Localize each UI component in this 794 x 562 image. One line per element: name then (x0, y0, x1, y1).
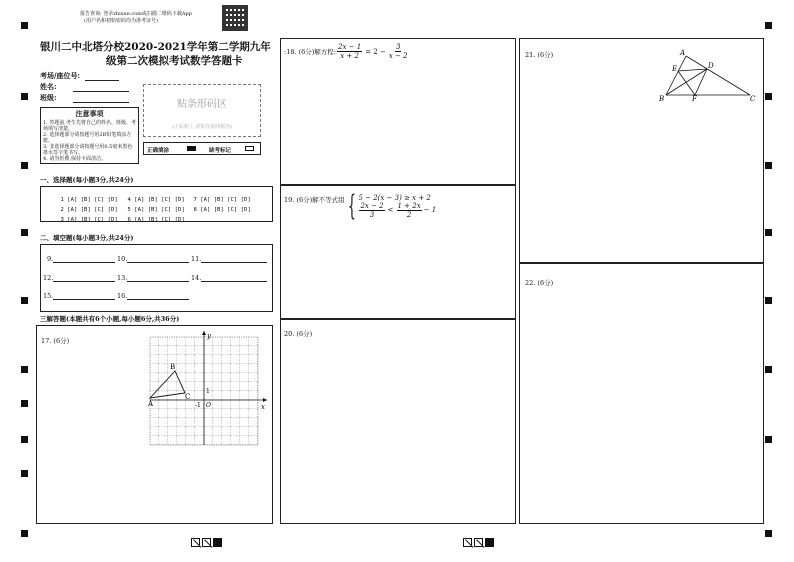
point-b-label: B (659, 95, 665, 102)
choice-item[interactable]: 4 [A] [B] [C] [D] (127, 197, 185, 203)
origin-label: O (206, 402, 211, 409)
page-title-line1: 银川二中北塔分校2020-2021学年第二学期九年 (40, 41, 271, 53)
q17-answer-box[interactable] (36, 325, 273, 524)
point-c-label: C (750, 95, 756, 102)
point-e-label: E (672, 65, 678, 73)
name-label: 姓名: (40, 82, 57, 91)
page-title-line2: 级第二次模拟考试数学答题卡 (106, 55, 243, 67)
choice-item[interactable]: 5 [A] [B] [C] [D] (127, 207, 185, 213)
page-marks-left (191, 532, 224, 551)
choice-grid (40, 186, 273, 222)
q21-label: 21. (6分) (525, 51, 554, 59)
choice-item[interactable]: 6 [A] [B] [C] [D] (127, 217, 185, 223)
page-mark-slashed (191, 538, 200, 547)
correct-fill-label: 正确填涂 (147, 148, 170, 154)
blank-number: 15. (43, 292, 54, 300)
timing-mark (765, 93, 772, 100)
barcode-area[interactable] (143, 84, 261, 137)
y-axis-label: y (207, 332, 211, 340)
point-c-label: C (185, 393, 191, 401)
section2-title: 二、填空题(每小题3分,共24分) (40, 234, 134, 242)
point-f-label: F (692, 95, 697, 102)
blank-14[interactable] (191, 274, 267, 282)
blank-number: 12. (43, 274, 54, 282)
q19-tail: − 1 (423, 206, 437, 214)
notice-item: 4. 请勿折叠,保持卡面清洁。 (43, 156, 106, 162)
timing-mark (21, 162, 28, 169)
one-label: 1 (206, 388, 210, 395)
q22-answer-box[interactable] (519, 263, 764, 524)
q18-equation (284, 43, 409, 60)
q19-inequality-system (284, 189, 437, 222)
notice-item: 2. 选择题部分请按题号用2B铅笔填涂方框。 (43, 132, 132, 144)
choice-item[interactable]: 3 [A] [B] [C] [D] (60, 217, 118, 223)
timing-mark (765, 436, 772, 443)
seat-number-field[interactable] (40, 71, 119, 81)
report-query-note: (用户名和初始密码均为准考证号) (84, 18, 158, 24)
corner-mark (765, 530, 772, 537)
blank-box (40, 244, 273, 312)
timing-mark (21, 400, 28, 407)
x-axis-label: x (261, 403, 265, 411)
barcode-note: (正面朝上,请贴在虚线框内) (171, 124, 233, 130)
page-mark-filled (213, 538, 222, 547)
point-d-label: D (708, 62, 714, 70)
seat-number-line (85, 80, 119, 81)
class-field[interactable] (40, 93, 129, 103)
corner-mark (765, 22, 772, 29)
q19-label: 19. (6分)解不等式组 (284, 195, 345, 204)
page-marks-right (463, 532, 496, 551)
choice-item[interactable]: 1 [A] [B] [C] [D] (60, 197, 118, 203)
q18-equals: = 2 − (365, 47, 386, 56)
barcode-label: 贴条形码区 (177, 99, 227, 110)
timing-mark (21, 436, 28, 443)
q21-triangle-figure (658, 47, 758, 102)
q18-rhs-fraction (389, 43, 408, 60)
blank-line (53, 281, 115, 282)
section1-title: 一、选择题(每小题3分,共24分) (40, 176, 134, 184)
notice-title: 注意事项 (75, 109, 104, 118)
timing-mark (765, 297, 772, 304)
section3-title: 三解答题(本题共有6个小题,每小题6分,共36分) (40, 315, 180, 323)
blank-line (201, 262, 267, 263)
blank-number: 10. (117, 255, 128, 263)
q19-answer-box[interactable] (280, 185, 516, 319)
class-label: 班级: (40, 93, 57, 102)
q18-lhs-numerator: 2x − 1 (338, 43, 362, 51)
timing-mark (765, 366, 772, 373)
corner-mark (21, 530, 28, 537)
q18-rhs-numerator: 3 (395, 43, 401, 51)
choice-item[interactable]: 7 [A] [B] [C] [D] (193, 197, 251, 203)
page-mark-slashed (202, 538, 211, 547)
choice-item[interactable]: 2 [A] [B] [C] [D] (60, 207, 118, 213)
name-field[interactable] (40, 82, 129, 92)
name-line (73, 91, 129, 92)
q19-less-than: < (387, 206, 394, 214)
point-a-label: A (680, 49, 686, 57)
blank-line (53, 262, 115, 263)
timing-mark (21, 93, 28, 100)
timing-mark (21, 297, 28, 304)
q18-answer-box[interactable] (280, 38, 516, 185)
blank-13[interactable] (117, 274, 189, 282)
q19-lhs-numerator: 2x − 2 (360, 201, 384, 210)
seat-number-label: 考场/座位号: (40, 71, 81, 80)
timing-mark (21, 470, 28, 477)
q18-label: :18. (6分)解方程: (284, 48, 336, 56)
blank-number: 9. (47, 255, 54, 263)
absent-mark-label: 缺考标记 (209, 148, 232, 154)
q20-label: 20. (6分) (284, 330, 313, 338)
page-mark-filled (485, 538, 494, 547)
timing-mark (21, 229, 28, 236)
point-a-label: A (148, 400, 154, 408)
q19-brace: { (347, 189, 356, 222)
point-b-label: B (170, 363, 176, 371)
choice-row (114, 211, 185, 229)
qr-code (222, 5, 248, 31)
q19-inequalities (358, 194, 436, 219)
blank-number: 13. (117, 274, 128, 282)
q20-answer-box[interactable] (280, 319, 516, 524)
page-mark-slashed (463, 538, 472, 547)
q18-lhs-fraction (337, 43, 362, 60)
q19-inequality-1: 5 − 2(x − 3) ≥ x + 2 (358, 193, 431, 202)
blank-10[interactable] (117, 255, 189, 263)
notice-item: 1. 答题前,考生先将自己的姓名、班级、考场填写清楚。 (43, 120, 136, 132)
notice-item: 3. 非选择题部分请按题号用0.5毫米黑色墨水签字笔书写。 (43, 144, 133, 156)
blank-12[interactable] (43, 274, 115, 282)
blank-line (53, 299, 115, 300)
blank-11[interactable] (191, 255, 267, 263)
fill-legend (143, 142, 261, 155)
blank-line (201, 281, 267, 282)
notice-box (40, 107, 139, 164)
blank-line (127, 262, 189, 263)
q21-answer-box[interactable] (519, 38, 764, 263)
absent-mark-box[interactable] (245, 146, 254, 151)
blank-line (127, 299, 189, 300)
blank-15[interactable] (43, 292, 115, 300)
choice-row (180, 201, 251, 219)
blank-line (127, 281, 189, 282)
timing-mark (765, 162, 772, 169)
blank-16[interactable] (117, 292, 189, 300)
q19-rhs-denominator: 2 (406, 210, 412, 219)
q19-inequality-2 (358, 202, 436, 219)
choice-item[interactable]: 8 [A] [B] [C] [D] (193, 207, 251, 213)
q22-label: 22. (6分) (525, 279, 554, 287)
timing-mark (21, 366, 28, 373)
blank-number: 14. (191, 274, 202, 282)
q17-label: 17. (6分) (41, 337, 70, 345)
neg-one-label: -1 (195, 402, 201, 409)
page-mark-slashed (474, 538, 483, 547)
blank-number: 11. (191, 255, 202, 263)
report-query-text: 报告查询: 登录zhixue.com或扫描二维码下载App (80, 11, 192, 17)
timing-mark (765, 229, 772, 236)
q18-rhs-denominator: x − 2 (388, 52, 408, 60)
correct-fill-sample (187, 146, 196, 151)
choice-row (47, 211, 118, 229)
q18-lhs-denominator: x + 2 (340, 52, 359, 60)
q17-coordinate-grid (147, 331, 277, 451)
q19-lhs-denominator: 3 (369, 210, 375, 219)
corner-mark (21, 22, 28, 29)
q19-rhs-numerator: 1 + 2x (397, 201, 421, 210)
blank-9[interactable] (47, 255, 115, 263)
class-line (73, 102, 129, 103)
blank-number: 16. (117, 292, 128, 300)
